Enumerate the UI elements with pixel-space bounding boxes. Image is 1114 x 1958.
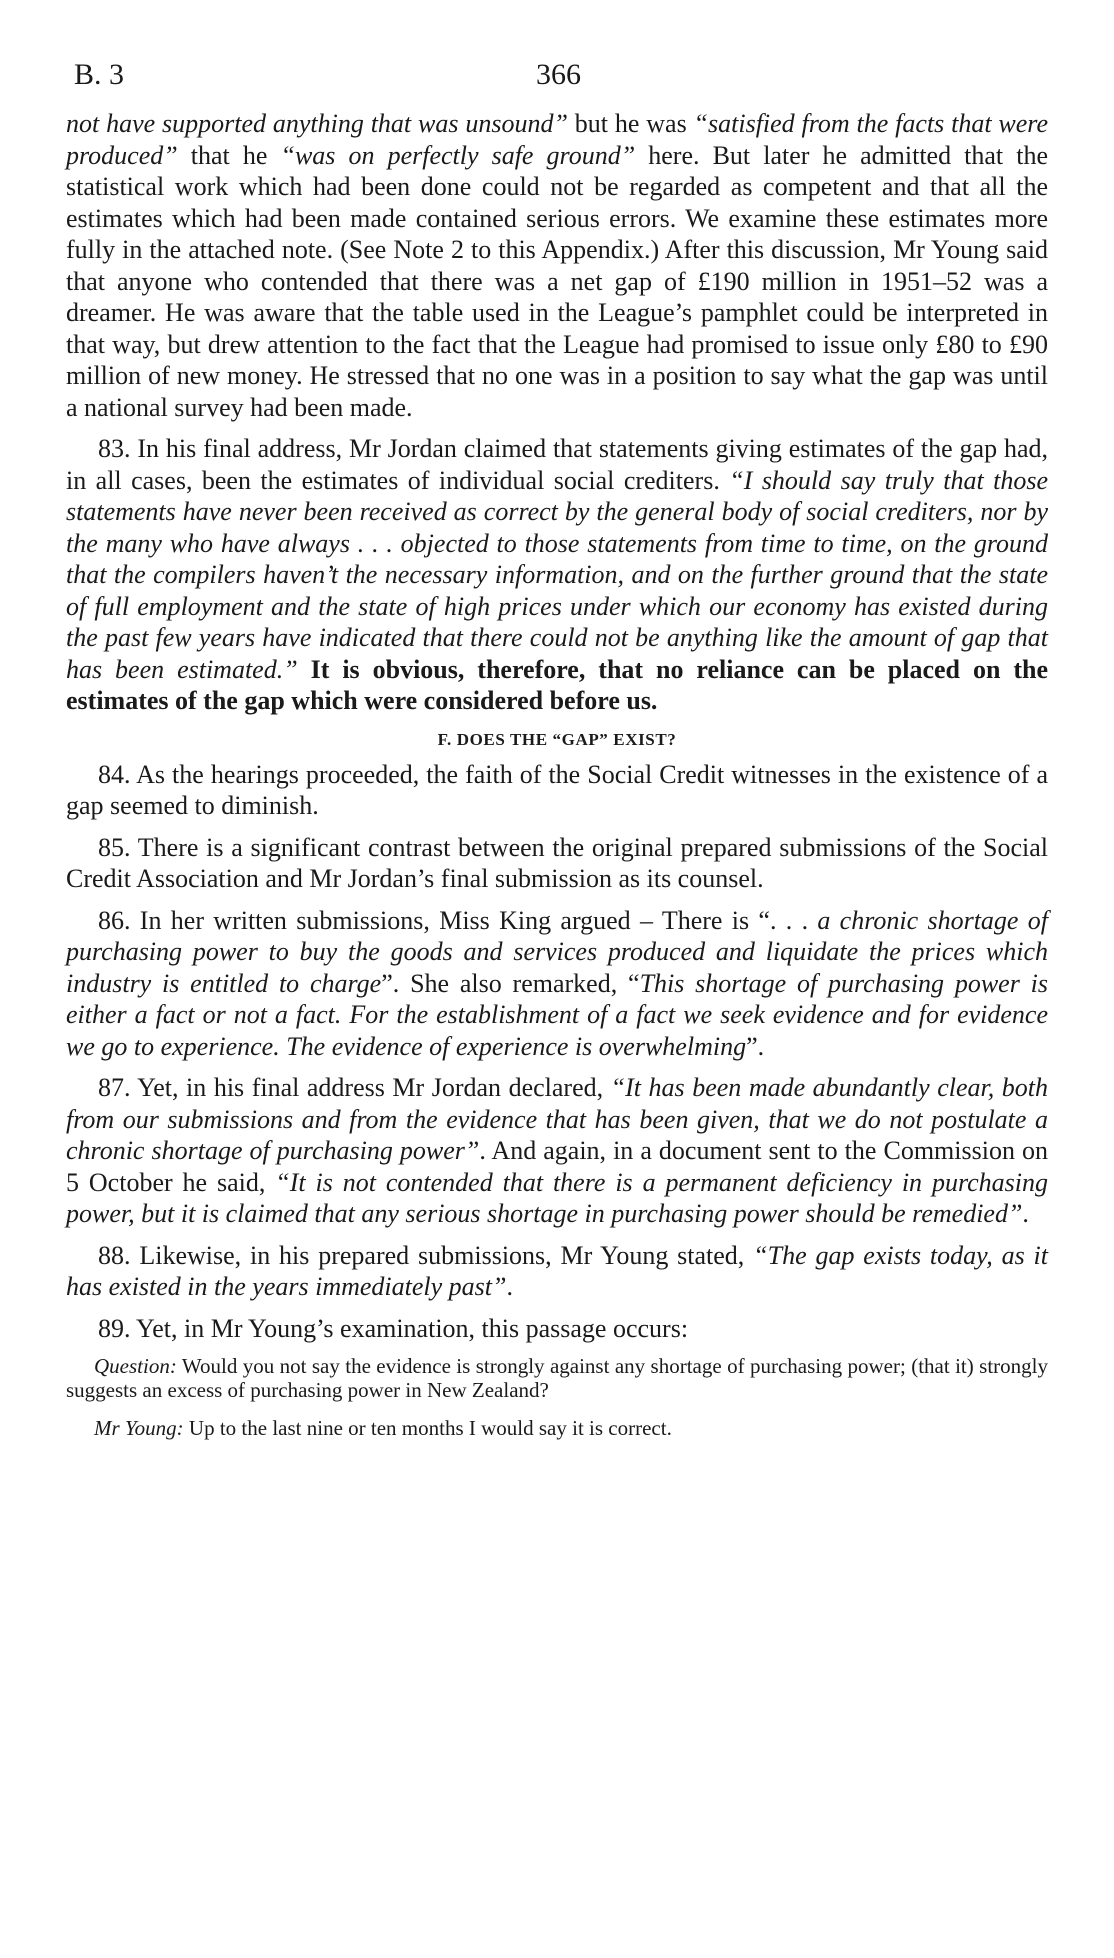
speaker-label: Question: xyxy=(94,1354,177,1378)
quote: not have supported anything that was unsound” xyxy=(66,109,568,138)
section-heading: F. DOES THE “GAP” EXIST? xyxy=(437,729,677,749)
paragraph-intro xyxy=(66,108,1048,423)
examination-question xyxy=(66,1354,1048,1402)
paragraph-87 xyxy=(66,1072,1048,1230)
quote: “I should say truly that those statements have never been received as correct by the general body of social crediters, nor by the many who have always . . . objected to those statements from time to time, on the ground that the compilers haven’t the necessary information, and on the further ground that the state of full employment and the state of high prices under which our economy has existed during the past few years have indicated that there could not be anything like the amount of gap that has been estimated.” xyxy=(66,465,1048,684)
document-reference: B. 3 xyxy=(74,58,125,91)
paragraph-83 xyxy=(66,433,1048,717)
text-run: . xyxy=(506,1272,513,1301)
text-run: that he xyxy=(177,140,281,170)
paragraph-84: 84. As the hearings proceeded, the faith of the Social Credit witnesses in the existence of a gap seemed to diminish. xyxy=(66,759,1048,820)
answer-text: Up to the last nine or ten months I would say it is correct. xyxy=(183,1416,672,1440)
quote: “satisfied from the facts that were produced” xyxy=(66,109,1048,170)
quote: “was on perfectly safe ground” xyxy=(280,140,636,170)
paragraph-89: 89. Yet, in Mr Young’s examination, this passage occurs: xyxy=(98,1313,689,1343)
question-text: Would you not say the evidence is strongly against any shortage of purchasing power; (that it) strongly suggests an excess of purchasing power in New Zealand? xyxy=(66,1354,1048,1402)
text-run: ”. xyxy=(746,1031,765,1061)
speaker-label: Mr Young: xyxy=(94,1416,184,1440)
conclusion-text: It is obvious, therefore, that no reliance can be placed on the estimates of the gap which were considered before us. xyxy=(66,654,1049,715)
quote: “It is not contended that there is a permanent deficiency in purchasing power, but it is claimed that any serious shortage in purchasing power should be remedied” xyxy=(66,1167,1048,1228)
text-run: 87. Yet, in his final address Mr Jordan declared, xyxy=(98,1073,611,1102)
quote: a chronic shortage of purchasing power to buy the goods and services produced and liquidate the prices which industry is entitled to charge xyxy=(66,905,1048,998)
text-run: ”. She also remarked, “ xyxy=(381,968,640,998)
quote: “It has been made abundantly clear, both from our submissions and from the evidence that has been given, that we do not postulate a chronic shortage of purchasing power” xyxy=(66,1073,1049,1165)
text-run: . And again, in a document sent to the Commission on 5 October he said, xyxy=(66,1136,1048,1197)
paragraph-85: 85. There is a significant contrast between the original prepared submissions of the Social Credit Association and Mr Jordan’s final submission as its counsel. xyxy=(66,832,1048,893)
document-page xyxy=(66,58,1048,1454)
examination-answer xyxy=(66,1416,1048,1440)
paragraph-86 xyxy=(66,905,1048,1063)
document-body xyxy=(66,108,1048,1440)
text-run: 83. In his final address, Mr Jordan claimed that statements giving estimates of the gap had, in all cases, been the estimates of individual social crediters. xyxy=(66,434,1048,495)
quote: This shortage of purchasing power is either a fact or not a fact. For the establishment of a fact we seek evidence and for evidence we go to experience. The evidence of experience is overwhelming xyxy=(66,968,1048,1061)
page-number: 366 xyxy=(536,58,581,91)
page-header xyxy=(66,58,1048,108)
text-run: here. But later he admitted that the statistical work which had been done could not be regarded as competent and that all the estimates which had been made contained serious errors. We examine these estimates more fully in the attached note. (See Note 2 to this Appendix.) After this discussion, Mr Young said that anyone who contended that there was a net gap of £190 million in 1951–52 was a dreamer. He was aware that the table used in the League’s pamphlet could be interpreted in that way, but drew attention to the fact that the League had promised to issue only £80 to £90 million of new money. He stressed that no one was in a position to say what the gap was until a national survey had been made. xyxy=(66,140,1048,422)
quote: “The gap exists today, as it has existed in the years immediately past” xyxy=(66,1240,1048,1301)
text-run: but he was xyxy=(567,109,694,138)
text-run: . xyxy=(1022,1199,1029,1228)
paragraph-88 xyxy=(66,1240,1048,1303)
text-run: 86. In her written submissions, Miss King argued – There is “. . . xyxy=(98,905,818,935)
text-run: 88. Likewise, in his prepared submissions, Mr Young stated, xyxy=(98,1240,754,1270)
